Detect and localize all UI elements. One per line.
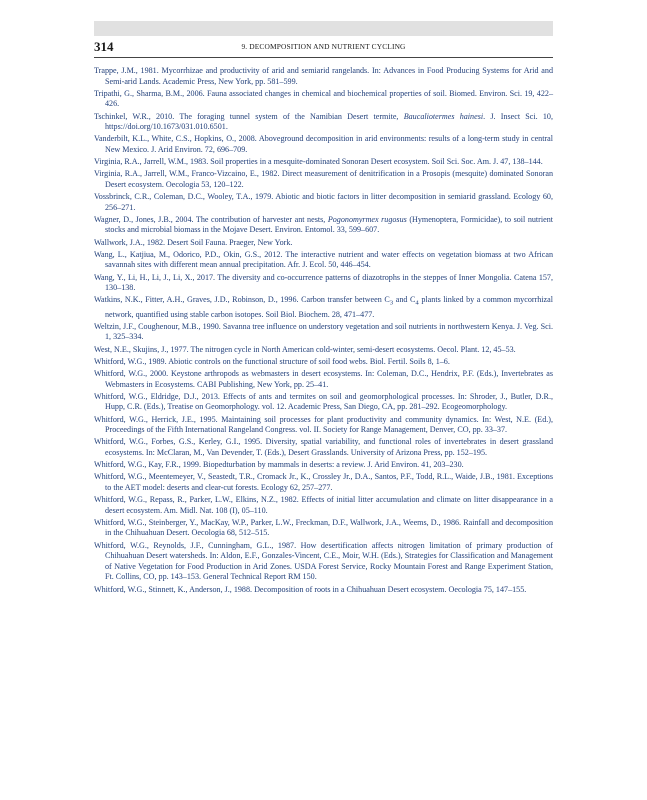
reference-item: Wang, L., Katjiua, M., Odorico, P.D., Okin, G.S., 2012. The interactive nutrient and water effects on vegetation biomass at two African savannah sites with different mean annual precipitation. Afr. J. Ecol. 50, 446–454. xyxy=(94,249,553,270)
reference-item: Tripathi, G., Sharma, B.M., 2006. Fauna associated changes in chemical and biochemical properties of soil. Biomed. Environ. Sci. 19, 422–426. xyxy=(94,88,553,109)
reference-item: Whitford, W.G., 1989. Abiotic controls on the functional structure of soil food webs. Biol. Fertil. Soils 8, 1–6. xyxy=(94,356,450,366)
reference-item: Whitford, W.G., Kay, F.R., 1999. Biopedturbation by mammals in deserts: a review. J. Arid Environ. 41, 203–230. xyxy=(94,460,464,470)
reference-item: Tschinkel, W.R., 2010. The foraging tunnel system of the Namibian Desert termite, Baucaliotermes hainesi. J. Insect Sci. 10, https://doi.org/10.1673/031.010.6501. xyxy=(94,111,553,132)
reference-item: Whitford, W.G., Forbes, G.S., Kerley, G.I., 1995. Diversity, spatial variability, and functional roles of invertebrates in desert grassland ecosystems. In: McClaran, M., Van Devender, T. (Eds.), Desert Grasslands. University of Arizona Press, pp. 152–195. xyxy=(94,437,553,457)
reference-item: Trappe, J.M., 1981. Mycorrhizae and productivity of arid and semiarid rangelands. In: Advances in Food Producing Systems for Arid and Semi-arid Lands. Academic Press, New York, pp. 581–599. xyxy=(94,66,553,86)
reference-item: Wang, Y., Li, H., Li, J., Li, X., 2017. The diversity and co-occurrence patterns of diazotrophs in the steppes of Inner Mongolia. Catena 157, 130–138. xyxy=(94,272,553,293)
reference-item: Whitford, W.G., Meentemeyer, V., Seastedt, T.R., Cromack Jr., K., Crossley Jr., D.A., Santos, P.F., Todd, R.L., Waide, J.B., 1981. Exceptions to the AET model: deserts and clear-cut forests. Ecology 62, 257–277. xyxy=(94,472,553,492)
reference-item: Watkins, N.K., Fitter, A.H., Graves, J.D., Robinson, D., 1996. Carbon transfer between $C_3$ and $C_4$ plants linked by a common mycorrhizal network, quantified using stable carbon isotopes. Soil Biol. Biochem. 28, 471–477. xyxy=(94,295,553,319)
reference-item: Whitford, W.G., 2000. Keystone arthropods as webmasters in desert ecosystems. In: Coleman, D.C., Hendrix, P.F. (Eds.), Invertebrates as Webmasters in Ecosystems. CABI Publishing, New York, pp. 25–41. xyxy=(94,368,553,389)
reference-item: Vanderbilt, K.L., White, C.S., Hopkins, O., 2008. Aboveground decomposition in arid environments: results of a long-term study in central New Mexico. J. Arid Environ. 72, 696–709. xyxy=(94,134,553,154)
reference-item: Whitford, W.G., Reynolds, J.F., Cunningham, G.L., 1987. How desertification affects nitrogen limitation of primary production of Chihuahuan Desert watersheds. In: Aldon, E.F., Gonzales-Vincent, C.E., Moir, W.H. (Eds.), Strategies for Classification and Management of Native Vegetation for Food Production in Arid Zones. USDA Forest Service, Rocky Mountain Forest and Range Experiment Station, Ft. Collins, CO, pp. 143–153. General Technical Report RM 150. xyxy=(94,540,553,582)
page-header xyxy=(94,39,553,58)
reference-item: Whitford, W.G., Stinnett, K., Anderson, J., 1988. Decomposition of roots in a Chihuahuan Desert ecosystem. Oecologia 75, 147–155. xyxy=(94,584,527,594)
reference-item: Virginia, R.A., Jarrell, W.M., Franco-Vizcaino, E., 1982. Direct measurement of denitrification in a Prosopis (mesquite) dominated Sonoran Desert ecosystem. Oecologia 53, 120–122. xyxy=(94,169,553,189)
page-number: 314 xyxy=(94,39,114,54)
reference-item: Wallwork, J.A., 1982. Desert Soil Fauna. Praeger, New York. xyxy=(94,237,293,247)
reference-item: Weltzin, J.F., Coughenour, M.B., 1990. Savanna tree influence on understory vegetation and soil nutrients in northwestern Kenya. J. Veg. Sci. 1, 325–334. xyxy=(94,321,553,342)
running-head: 9. DECOMPOSITION AND NUTRIENT CYCLING xyxy=(241,42,406,51)
reference-item: Vossbrinck, C.R., Coleman, D.C., Wooley, T.A., 1979. Abiotic and biotic factors in litter decomposition in semiarid grassland. Ecology 60, 256–271. xyxy=(94,192,553,212)
reference-list xyxy=(94,66,553,597)
reference-item: Wagner, D., Jones, J.B., 2004. The contribution of harvester ant nests, Pogonomyrmex rugosus (Hymenoptera, Formicidae), to soil nutrient stocks and microbial biomass in the Mojave Desert. Environ. Entomol. 33, 599–607. xyxy=(94,214,553,235)
reference-item: Whitford, W.G., Eldridge, D.J., 2013. Effects of ants and termites on soil and geomorphological processes. In: Shroder, J., Butler, D.R., Hupp, C.R. (Eds.), Treatise on Geomorphology. vol. 12. Academic Press, San Diego, CA, pp. 281–292. Ecogeomorphology. xyxy=(94,391,553,412)
reference-item: Virginia, R.A., Jarrell, W.M., 1983. Soil properties in a mesquite-dominated Sonoran Desert ecosystem. Soil Sci. Soc. Am. J. 47, 138–144. xyxy=(94,157,543,167)
header-band xyxy=(94,21,553,36)
reference-item: Whitford, W.G., Herrick, J.E., 1995. Maintaining soil processes for plant productivity and community dynamics. In: West, N.E. (Ed.), Proceedings of the Fifth International Rangeland Congress. vol. II. Society for Range Management, Denver, CO, pp. 33–37. xyxy=(94,414,553,435)
reference-item: Whitford, W.G., Repass, R., Parker, L.W., Elkins, N.Z., 1982. Effects of initial litter accumulation and climate on litter disappearance in a desert ecosystem. Am. Midl. Nat. 108 (I), 05–110. xyxy=(94,495,553,515)
reference-item: West, N.E., Skujins, J., 1977. The nitrogen cycle in North American cold-winter, semi-desert ecosystems. Oecol. Plant. 12, 45–53. xyxy=(94,344,516,354)
reference-item: Whitford, W.G., Steinberger, Y., MacKay, W.P., Parker, L.W., Freckman, D.F., Wallwork, J.A., Weems, D., 1986. Rainfall and decomposition in the Chihuahuan Desert. Oecologia 68, 512–515. xyxy=(94,517,553,538)
